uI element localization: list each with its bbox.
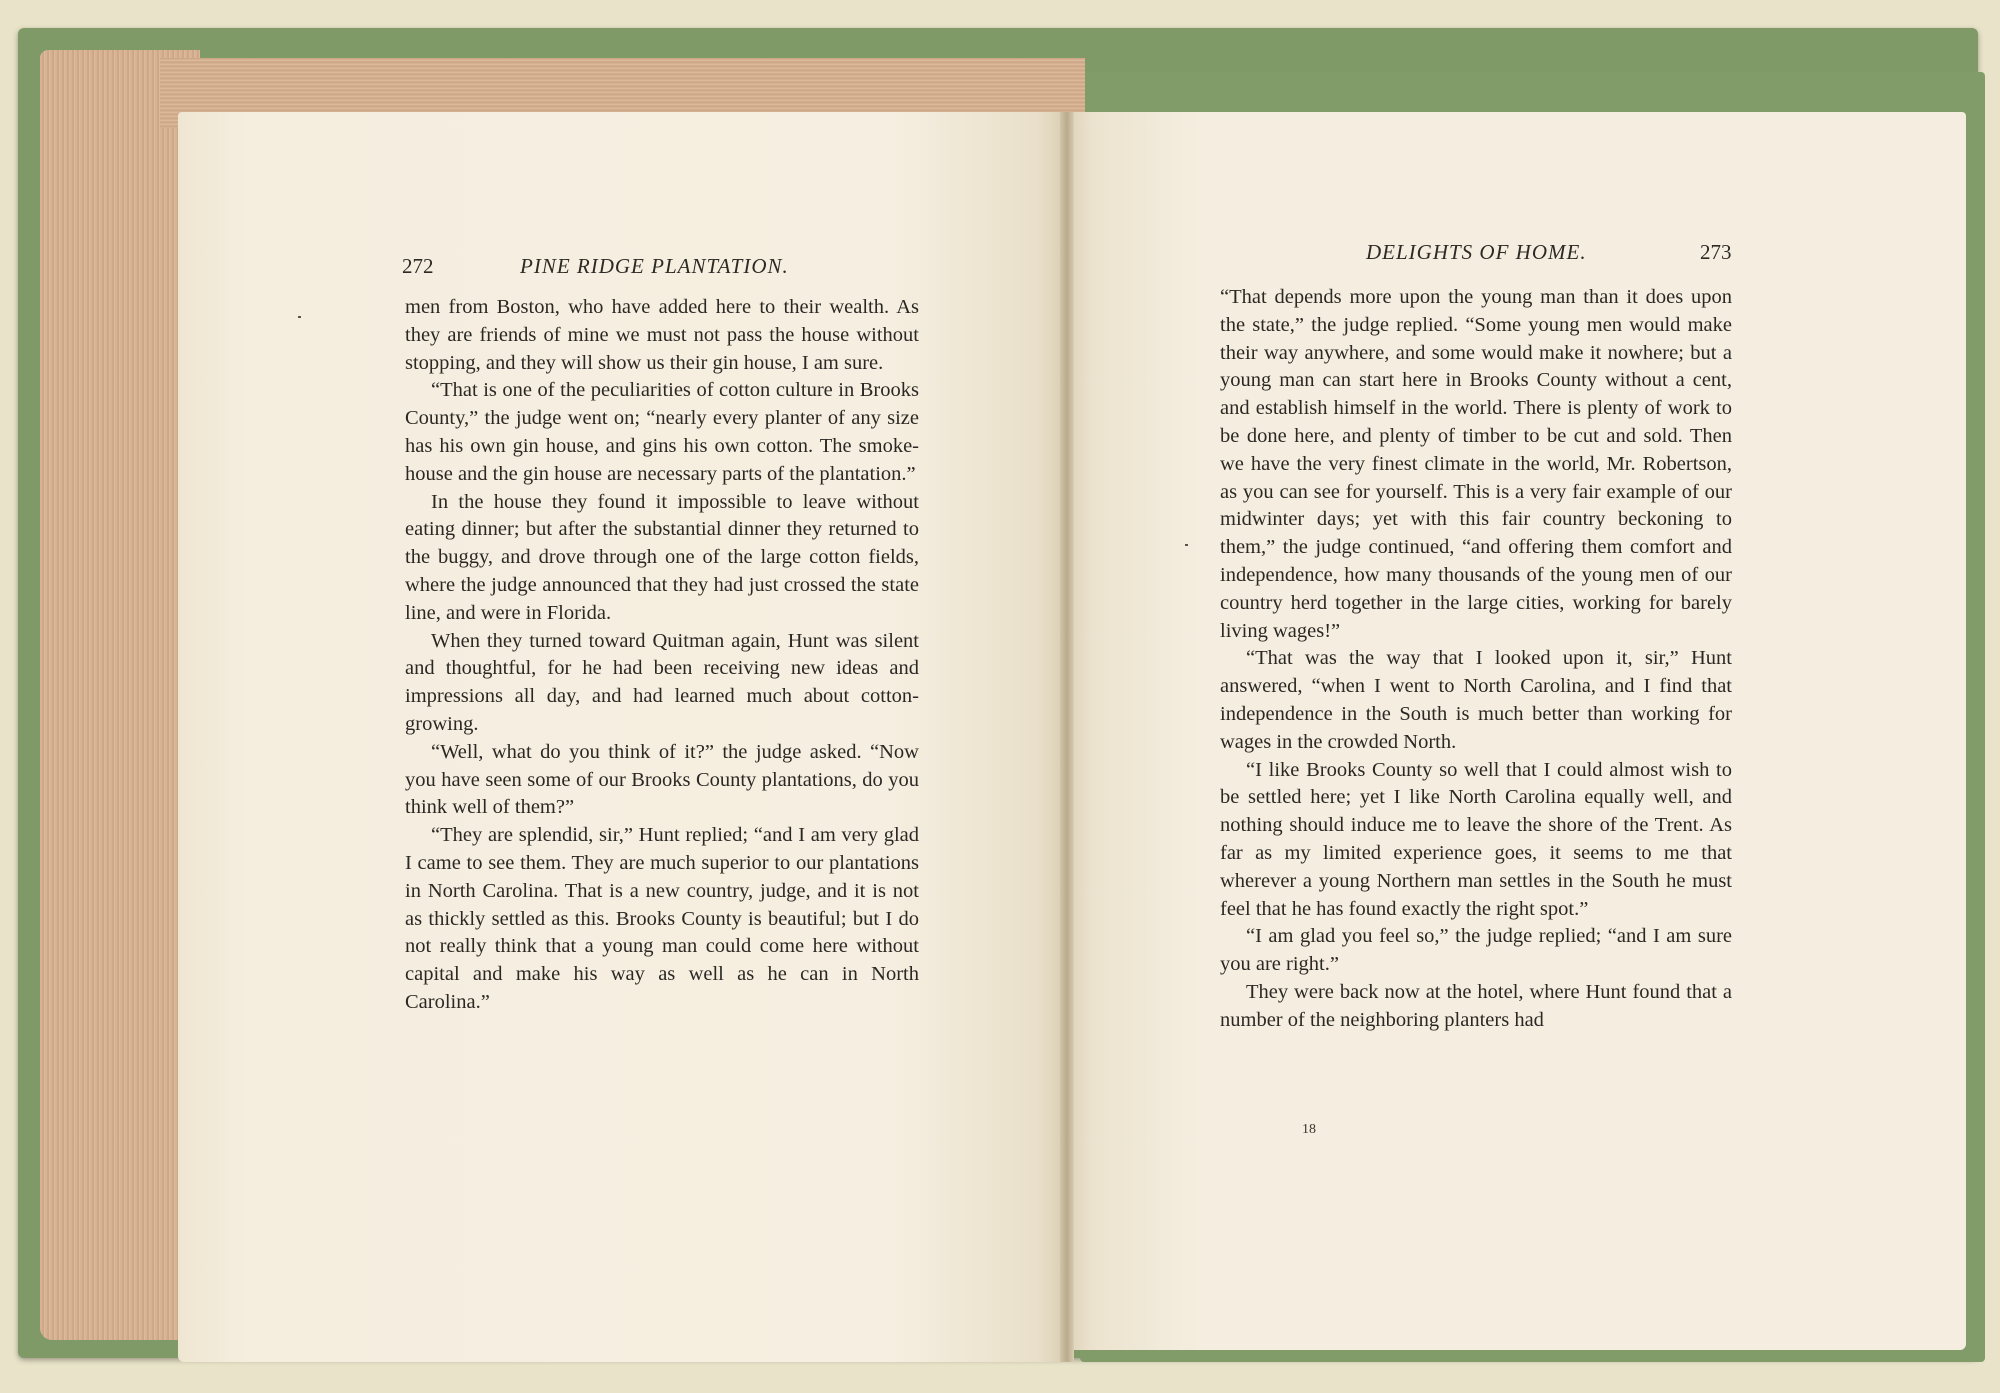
paragraph: When they turned toward Quitman again, Hunt was silent and thoughtful, for he had been receiving new ideas and impressions all day, and had learned much about cotton-growing. (405, 629, 919, 735)
left-page-header (402, 254, 434, 279)
gutter (1060, 112, 1074, 1362)
page-edges (40, 50, 200, 1340)
paragraph: “I am glad you feel so,” the judge replied; “and I am sure you are right.” (1220, 925, 1732, 976)
paragraph: “I like Brooks County so well that I could almost wish to be settled here; yet I like North Carolina equally well, and nothing should induce me to leave the shore of the Trent. As far as my limited experience goes, it seems to me that wherever a young Northern man settles in the South he must feel that he has found exactly the right spot.” (1220, 758, 1732, 920)
paragraph: In the house they found it impossible to leave without eating dinner; but after the substantial dinner they returned to the buggy, and drove through one of the large cotton fields, where the judge announced that they had just crossed the state line, and were in Florida. (405, 490, 919, 624)
paragraph: “They are splendid, sir,” Hunt replied; “and I am very glad I came to see them. They are much superior to our plantations in North Carolina. That is a new country, judge, and it is not as thickly settled as this. Brooks County is beautiful; but I do not really think that a young man could come here without capital and make his way as well as he can in North Carolina.” (405, 824, 919, 1013)
left-page-number: 272 (402, 254, 434, 278)
signature-mark: 18 (1302, 1122, 1316, 1137)
paragraph: “That depends more upon the young man than it does upon the state,” the judge replied. “Some young men would make their way anywhere, and some would make it nowhere; but a young man can start here in Brooks County without a cent, and establish himself in the world. There is plenty of work to be done here, and plenty of timber to be cut and sold. Then we have the very finest climate in the world, Mr. Robertson, as you can see for yourself. This is a very fair example of our midwinter days; yet with this fair country beckoning to them,” the judge continued, “and offering them comfort and independence, how many thousands of the young men of our country herd together in the large cities, working for barely living wages!” (1220, 286, 1732, 642)
paper-speck (298, 316, 301, 318)
right-page-text (1220, 284, 1732, 1035)
left-page-text (405, 294, 919, 1017)
right-page-number: 273 (1700, 240, 1732, 264)
right-page-header (1700, 240, 1732, 265)
right-running-head (1366, 240, 1587, 265)
right-running-head-text: DELIGHTS OF HOME. (1366, 240, 1587, 264)
paragraph: “That was the way that I looked upon it, sir,” Hunt answered, “when I went to North Carolina, and I find that independence in the South is much better than working for wages in the crowded North. (1220, 647, 1732, 753)
paragraph: men from Boston, who have added here to their wealth. As they are friends of mine we must not pass the house without stopping, and they will show us their gin house, I am sure. (405, 296, 919, 374)
paragraph: “Well, what do you think of it?” the judge asked. “Now you have seen some of our Brooks County plantations, do you think well of them?” (405, 740, 919, 819)
paper-speck (1185, 544, 1188, 546)
paragraph: “That is one of the peculiarities of cotton culture in Brooks County,” the judge went on; “nearly every planter of any size has his own gin house, and gins his own cotton. The smoke-house and the gin house are necessary parts of the plantation.” (405, 379, 919, 485)
paragraph: They were back now at the hotel, where Hunt found that a number of the neighboring planters had (1220, 980, 1732, 1031)
left-running-head (520, 254, 789, 279)
left-running-head-text: PINE RIDGE PLANTATION. (520, 254, 789, 278)
